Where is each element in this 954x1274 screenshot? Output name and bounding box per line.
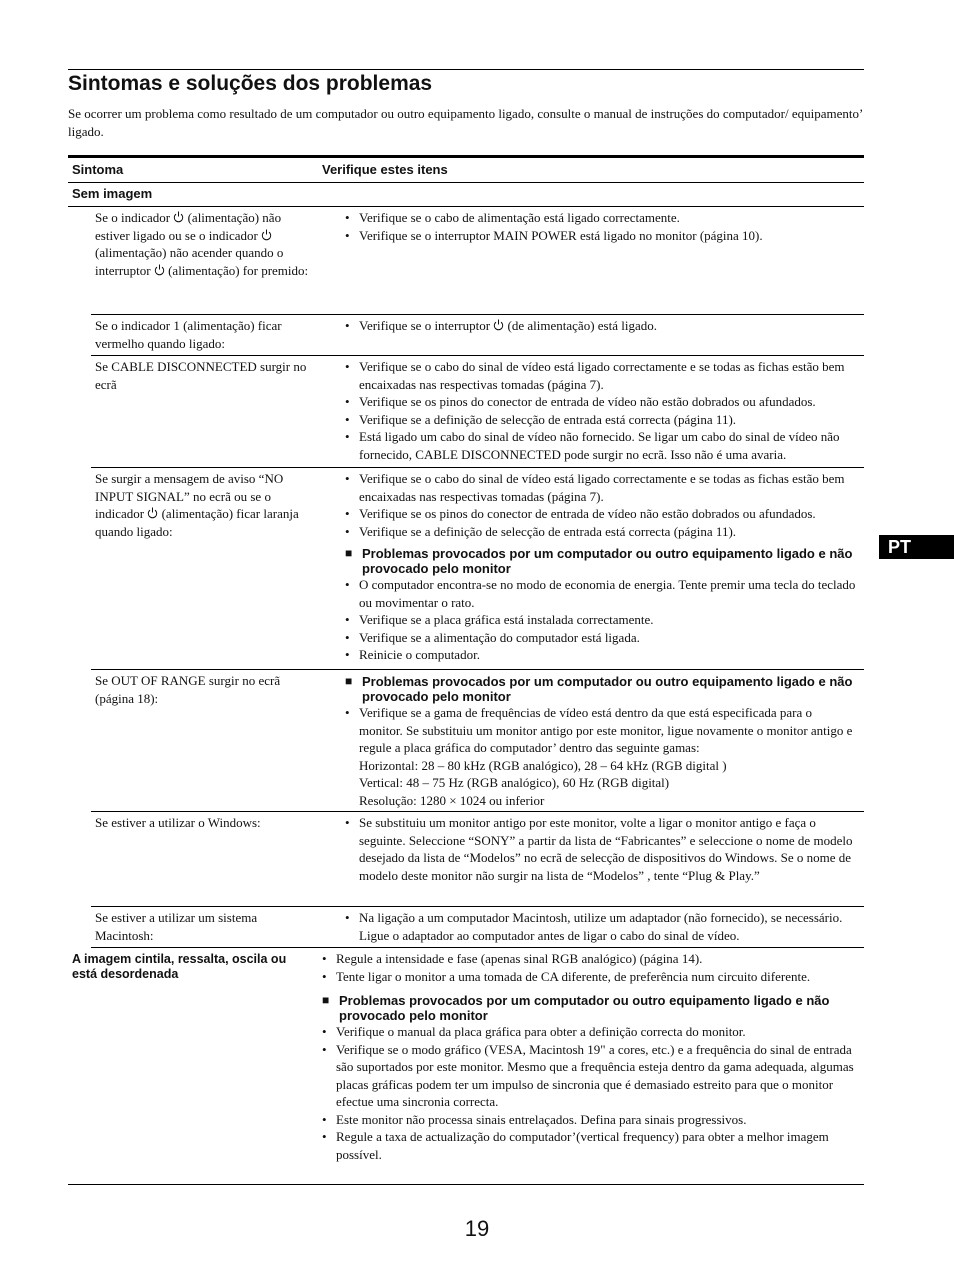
symptom-cell: [91, 207, 319, 314]
range-resolution: Resolução: 1280 × 1024 ou inferior: [359, 792, 545, 808]
check-cell: [319, 468, 864, 669]
power-icon: [147, 507, 158, 519]
table-row: [91, 670, 864, 812]
table-header: [68, 155, 864, 183]
check-item: • Verifique se o cabo do sinal de vídeo está ligado correctamente e se todas as fichas estão bem encaixadas nas respectivas tomadas (página 7).: [345, 358, 856, 393]
symptom-cell: [91, 468, 319, 669]
check-item: • Verifique se a placa gráfica está instalada correctamente.: [345, 611, 856, 629]
section-no-image: [68, 183, 864, 207]
check-cell: [319, 356, 864, 467]
check-text: Verifique se o interruptor: [359, 318, 494, 333]
computer-problems-heading: ■ Problemas provocados por um computador ou outro equipamento ligado e não provocado pelo monitor: [345, 674, 856, 704]
check-item: • Verifique se o cabo de alimentação está ligado correctamente.: [345, 209, 856, 227]
language-tab: PT: [879, 535, 954, 559]
check-item: • Verifique se a definição de selecção de entrada está correcta (página 11).: [345, 411, 856, 429]
symptom-cell: Se estiver a utilizar um sistema Macintosh:: [95, 910, 258, 943]
range-horizontal: Horizontal: 28 – 80 kHz (RGB analógico), 28 – 64 kHz (RGB digital ): [359, 757, 727, 773]
check-item: [345, 704, 856, 809]
check-item: • Verifique se o interruptor MAIN POWER está ligado no monitor (página 10).: [345, 227, 856, 245]
check-item: • Este monitor não processa sinais entrelaçados. Defina para sinais progressivos.: [322, 1111, 856, 1129]
intro-text: Se ocorrer um problema como resultado de um computador ou outro equipamento ligado, consulte o manual de instruções do computador/ equipamento’ ligado.: [68, 106, 863, 139]
check-cell: [318, 948, 864, 1184]
check-list: [322, 1023, 856, 1163]
symptom-text: (alimentação) não acender quando o interruptor: [95, 245, 284, 278]
symptom-text: Se surgir a mensagem de aviso “NO INPUT SIGNAL” no ecrã ou se o indicador: [95, 471, 284, 521]
range-vertical: Vertical: 48 – 75 Hz (RGB analógico), 60 Hz (RGB digital): [359, 775, 670, 790]
symptom-cell: Se OUT OF RANGE surgir no ecrã (página 18):: [95, 673, 281, 706]
check-list: [345, 470, 856, 540]
symptom-text: (alimentação) for premido:: [164, 262, 309, 278]
check-item: • Regule a intensidade e fase (apenas sinal RGB analógico) (página 14).: [322, 950, 856, 968]
check-cell: [319, 907, 864, 947]
power-icon: [154, 264, 165, 276]
symptom-cell: A imagem cintila, ressalta, oscila ou está desordenada: [72, 952, 287, 981]
check-item: • Verifique se o cabo do sinal de vídeo está ligado correctamente e se todas as fichas estão bem encaixadas nas respectivas tomadas (página 7).: [345, 470, 856, 505]
check-list: [345, 317, 856, 335]
check-list: [345, 814, 856, 884]
table-row: [91, 907, 864, 948]
symptom-text: Se o indicador: [95, 210, 174, 225]
symptom-cell: Se CABLE DISCONNECTED surgir no ecrã: [95, 359, 307, 392]
check-list: [345, 576, 856, 664]
check-cell: [319, 315, 864, 355]
check-item: • Verifique se a alimentação do computador está ligada.: [345, 629, 856, 647]
check-text: • Verifique se a gama de frequências de vídeo está dentro da que está especificada para o monitor. Se substituiu um monitor antigo por este monitor, ligue novamente o monitor antigo e regule a placa gráfica do computador’ dentro das seguinte gamas:: [359, 705, 853, 755]
check-item: • Verifique o manual da placa gráfica para obter a definição correcta do monitor.: [322, 1023, 856, 1041]
check-item: • Verifique se o modo gráfico (VESA, Macintosh 19" a cores, etc.) e a frequência do sinal de entrada são suportados por este monitor. Mesmo que a frequência esteja dentro da gama adequada, algumas placas gráficas podem ter um impulso de sincronia que é demasiado estreito para que o monitor efectue uma sincronia correcta.: [322, 1041, 856, 1111]
check-item: • Verifique se os pinos do conector de entrada de vídeo não estão dobrados ou afundados.: [345, 393, 856, 411]
check-list: [345, 358, 856, 463]
check-item: • Tente ligar o monitor a uma tomada de CA diferente, de preferência num circuito diferente.: [322, 968, 856, 986]
page-number: 19: [464, 1216, 490, 1241]
check-list: [322, 950, 856, 985]
symptom-cell: Se o indicador 1 (alimentação) ficar vermelho quando ligado:: [95, 318, 282, 351]
symptom-cell: Se estiver a utilizar o Windows:: [95, 815, 261, 830]
check-item: • Verifique se a definição de selecção de entrada está correcta (página 11).: [345, 523, 856, 541]
symptom-text: (alimentação) não estiver ligado ou se o indicador: [95, 210, 282, 243]
header-check: Verifique estes itens: [322, 162, 448, 177]
table-row: [91, 207, 864, 315]
table-row: [91, 812, 864, 907]
check-item: • Está ligado um cabo do sinal de vídeo não fornecido. Se ligar um cabo do sinal de vídeo não fornecido, CABLE DISCONNECTED pode surgir no ecrã. Isso não é uma avaria.: [345, 428, 856, 463]
troubleshooting-table: [68, 155, 864, 1185]
check-item: • Na ligação a um computador Macintosh, utilize um adaptador (não fornecido), se necessário. Ligue o adaptador ao computador antes de ligar o cabo do sinal de vídeo.: [345, 909, 856, 944]
power-icon: [261, 229, 272, 241]
check-item: • O computador encontra-se no modo de economia de energia. Tente premir uma tecla do teclado ou movimentar o rato.: [345, 576, 856, 611]
symptom-text: (alimentação) ficar laranja quando ligado:: [95, 506, 299, 539]
check-item: [345, 317, 856, 335]
check-item: • Se substituiu um monitor antigo por este monitor, volte a ligar o monitor antigo e faça o seguinte. Seleccione “SONY” a partir da lista de “Fabricantes” e seleccione o nome de modelo desejado da lista de “Modelos” no ecrã de selecção de dispositivos do Windows. Se o nome de modelo deste monitor não surgir na lista de “Modelos” , tente “Plug & Play.”: [345, 814, 856, 884]
check-list: [345, 704, 856, 809]
power-icon: [493, 319, 504, 331]
page-title: Sintomas e soluções dos problemas: [68, 72, 433, 95]
check-list: [345, 209, 856, 244]
check-list: [345, 909, 856, 944]
table-row-flicker: [68, 948, 864, 1185]
check-item: • Verifique se os pinos do conector de entrada de vídeo não estão dobrados ou afundados.: [345, 505, 856, 523]
table-row: [91, 468, 864, 670]
header-symptom: Sintoma: [72, 162, 124, 177]
check-cell: [319, 207, 864, 314]
check-item: • Reinicie o computador.: [345, 646, 856, 664]
table-row: [91, 315, 864, 356]
computer-problems-heading: ■ Problemas provocados por um computador ou outro equipamento ligado e não provocado pelo monitor: [345, 546, 856, 576]
check-text: (de alimentação) está ligado.: [504, 318, 657, 333]
check-cell: [319, 812, 864, 906]
check-cell: [319, 670, 864, 811]
section-no-image-label: Sem imagem: [72, 186, 153, 201]
check-item: • Regule a taxa de actualização do computador’(vertical frequency) para obter a melhor imagem possível.: [322, 1128, 856, 1163]
table-row: [91, 356, 864, 468]
computer-problems-heading: ■ Problemas provocados por um computador ou outro equipamento ligado e não provocado pelo monitor: [322, 993, 856, 1023]
power-icon: [173, 211, 184, 223]
